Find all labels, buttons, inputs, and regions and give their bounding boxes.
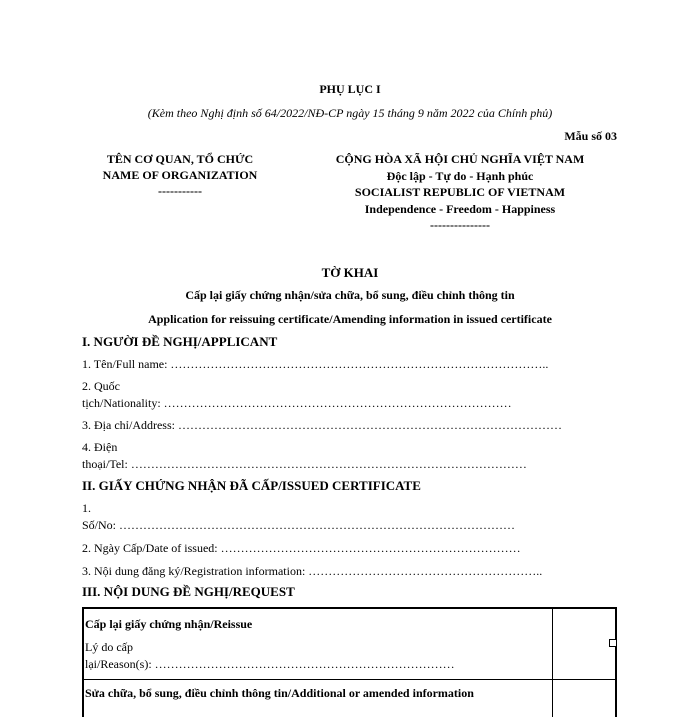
section-request-heading: III. NỘI DUNG ĐỀ NGHỊ/REQUEST [82,584,295,599]
organization-name-en: NAME OF ORGANIZATION [102,168,258,182]
national-separator: --------------- [430,218,490,232]
reissue-option-title: Cấp lại giấy chứng nhận/Reissue [85,617,253,631]
country-name-en: SOCIALIST REPUBLIC OF VIETNAM [354,185,566,199]
address-field[interactable]: 3. Địa chỉ/Address: …………………………………………………………………………………… [82,418,562,432]
form-subtitle-en: Application for reissuing certificate/Amending information in issued certificate [148,312,552,326]
organization-block [80,151,280,199]
motto-vi: Độc lập - Tự do - Hạnh phúc [386,168,534,183]
form-subtitle-vi: Cấp lại giấy chứng nhận/sửa chữa, bổ sung, điều chỉnh thông tin [185,288,515,302]
registration-info-field[interactable]: 3. Nội dung đăng ký/Registration information: ………………………………………………….. [82,564,543,578]
national-heading-block [280,151,640,234]
reason-field[interactable]: lại/Reason(s): ………………………………………………………………… [85,657,455,671]
motto-en: Independence - Freedom - Happiness [364,201,556,216]
table-column-divider [552,609,553,717]
certificate-number-field[interactable]: Số/No: ……………………………………………………………………………………… [82,518,516,532]
reason-label: Lý do cấp [85,640,133,654]
organization-separator: ----------- [158,184,202,198]
certificate-number-label: 1. [82,501,91,515]
appendix-title: PHỤ LỤC I [319,82,381,96]
organization-name-vi: TÊN CƠ QUAN, TỔ CHỨC [106,152,254,166]
full-name-field[interactable]: 1. Tên/Full name: ………………………………………………………………………………….. [82,357,549,371]
decree-note: (Kèm theo Nghị định số 64/2022/NĐ-CP ngày 15 tháng 9 năm 2022 của Chính phủ) [147,106,553,120]
country-name-vi: CỘNG HÒA XÃ HỘI CHỦ NGHĨA VIỆT NAM [335,152,585,166]
amend-option-title: Sửa chữa, bổ sung, điều chỉnh thông tin/Additional or amended information [85,686,474,700]
form-title: TỜ KHAI [321,265,379,280]
nationality-label: 2. Quốc [82,379,120,393]
section-applicant-heading: I. NGƯỜI ĐỀ NGHỊ/APPLICANT [82,334,278,349]
reissue-checkbox[interactable] [609,639,617,647]
phone-label: 4. Điện [82,440,118,454]
form-number: Mẫu số 03 [564,129,617,143]
request-table [82,607,617,717]
nationality-field[interactable]: tịch/Nationality: …………………………………………………………………………… [82,396,512,410]
phone-field[interactable]: thoại/Tel: ……………………………………………………………………………………… [82,457,527,471]
issue-date-field[interactable]: 2. Ngày Cấp/Date of issued: ………………………………………………………………… [82,541,521,555]
section-certificate-heading: II. GIẤY CHỨNG NHẬN ĐÃ CẤP/ISSUED CERTIFICATE [82,478,421,493]
table-row-divider [84,679,615,680]
